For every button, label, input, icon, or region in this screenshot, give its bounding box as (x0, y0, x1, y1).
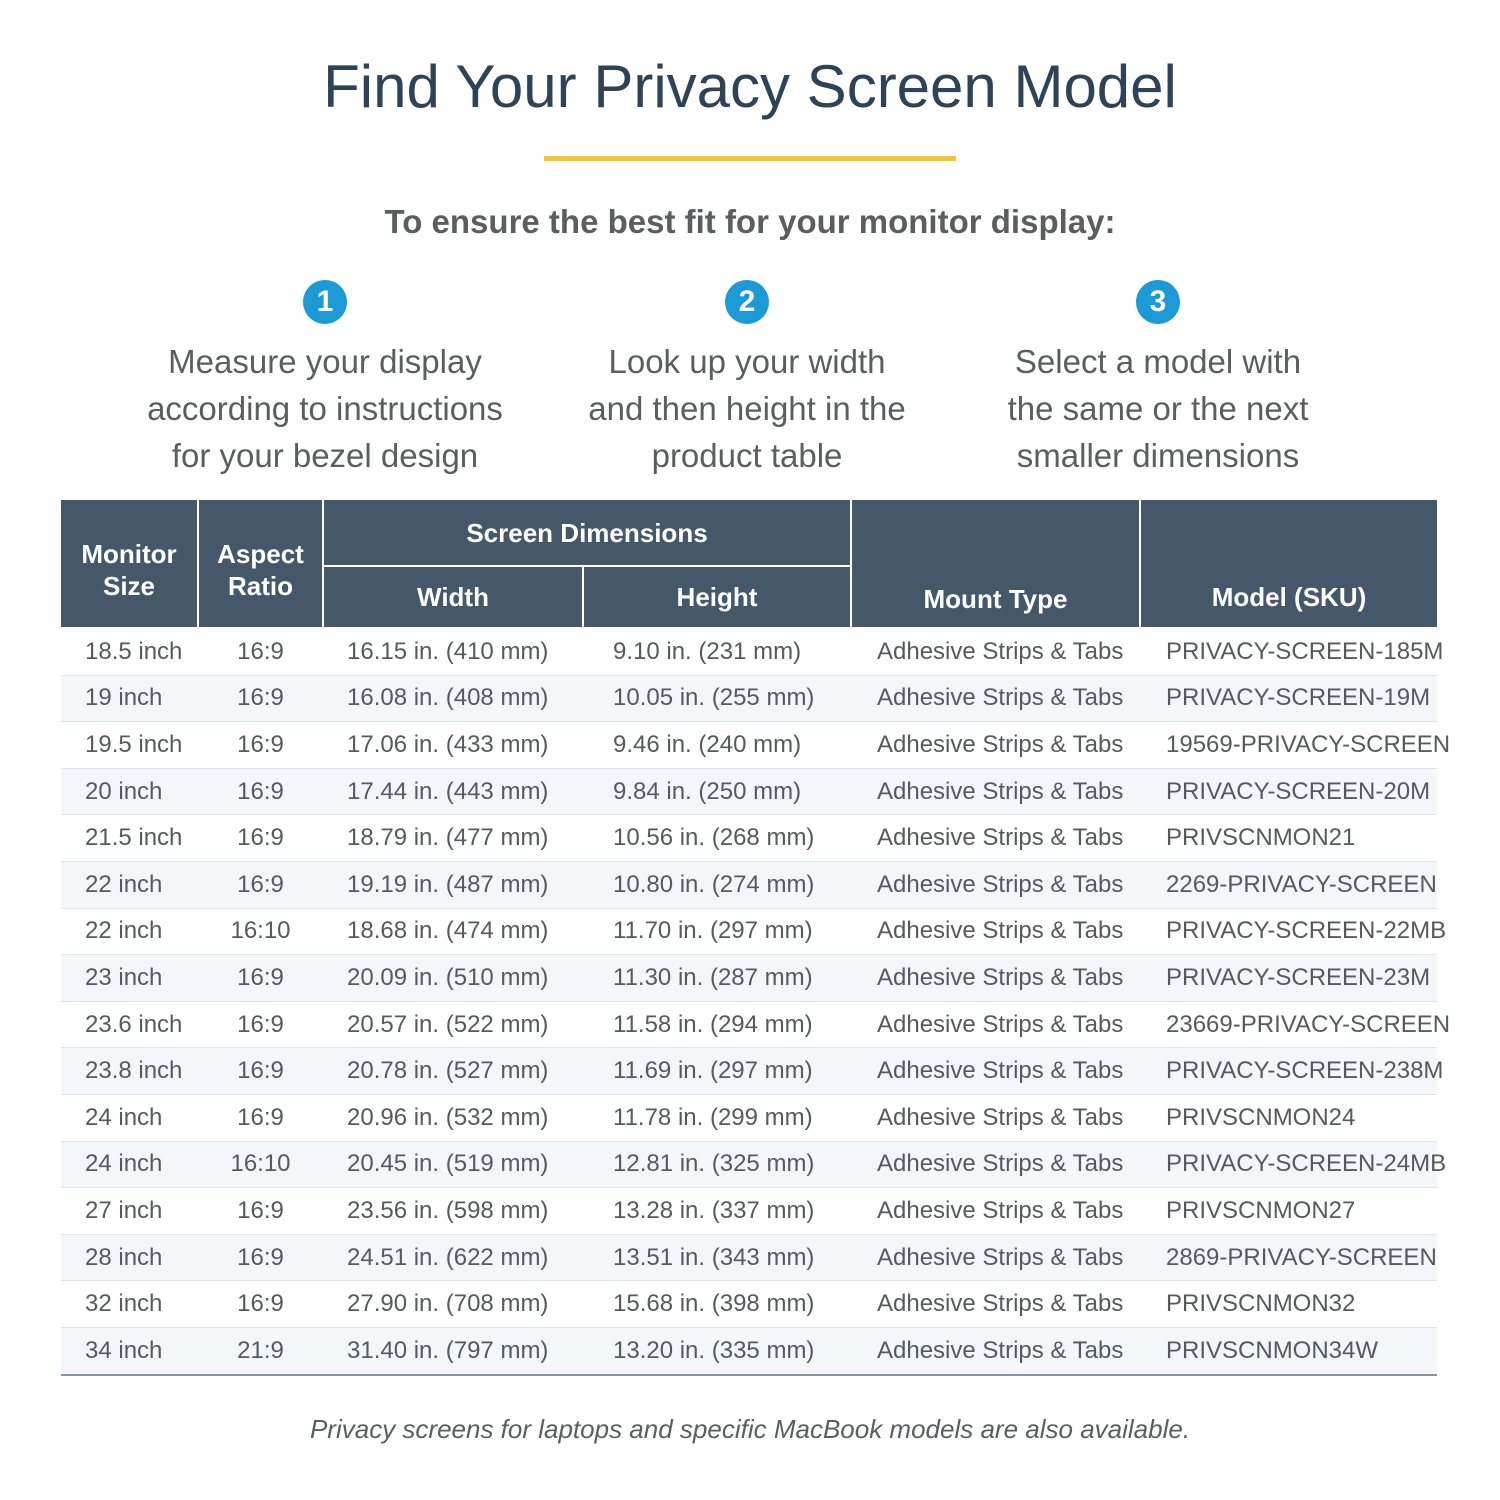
cell-width: 20.57 in. (522 mm) (323, 1001, 583, 1048)
table-row (61, 815, 1437, 862)
cell-width: 17.06 in. (433 mm) (323, 722, 583, 769)
cell-aspect-ratio: 16:9 (198, 768, 323, 815)
cell-height: 9.46 in. (240 mm) (583, 722, 851, 769)
cell-height: 13.51 in. (343 mm) (583, 1234, 851, 1281)
table-row (61, 675, 1437, 722)
cell-model-sku: PRIVACY-SCREEN-23M (1140, 955, 1437, 1002)
step-2 (537, 280, 957, 479)
page-subtitle: To ensure the best fit for your monitor display: (384, 203, 1116, 240)
cell-height: 9.10 in. (231 mm) (583, 628, 851, 675)
cell-monitor-size: 22 inch (61, 861, 198, 908)
cell-width: 20.45 in. (519 mm) (323, 1141, 583, 1188)
cell-height: 10.56 in. (268 mm) (583, 815, 851, 862)
header-height: Height (583, 566, 851, 628)
cell-height: 9.84 in. (250 mm) (583, 768, 851, 815)
cell-width: 17.44 in. (443 mm) (323, 768, 583, 815)
table-row (61, 861, 1437, 908)
cell-mount-type: Adhesive Strips & Tabs (851, 1094, 1140, 1141)
cell-height: 15.68 in. (398 mm) (583, 1281, 851, 1328)
cell-aspect-ratio: 16:9 (198, 675, 323, 722)
cell-aspect-ratio: 16:9 (198, 815, 323, 862)
cell-mount-type: Adhesive Strips & Tabs (851, 1281, 1140, 1328)
cell-height: 13.20 in. (335 mm) (583, 1327, 851, 1374)
cell-model-sku: PRIVACY-SCREEN-238M (1140, 1048, 1437, 1095)
cell-monitor-size: 19.5 inch (61, 722, 198, 769)
cell-mount-type: Adhesive Strips & Tabs (851, 1001, 1140, 1048)
cell-monitor-size: 21.5 inch (61, 815, 198, 862)
cell-aspect-ratio: 16:9 (198, 628, 323, 675)
cell-width: 18.68 in. (474 mm) (323, 908, 583, 955)
cell-width: 23.56 in. (598 mm) (323, 1188, 583, 1235)
cell-width: 18.79 in. (477 mm) (323, 815, 583, 862)
cell-aspect-ratio: 16:9 (198, 1048, 323, 1095)
cell-mount-type: Adhesive Strips & Tabs (851, 1327, 1140, 1374)
cell-height: 12.81 in. (325 mm) (583, 1141, 851, 1188)
step-1 (115, 280, 535, 479)
cell-model-sku: 19569-PRIVACY-SCREEN (1140, 722, 1437, 769)
footnote: Privacy screens for laptops and specific MacBook models are also available. (309, 1414, 1191, 1444)
model-table-body (61, 628, 1451, 1375)
table-row (61, 955, 1437, 1002)
cell-mount-type: Adhesive Strips & Tabs (851, 628, 1140, 675)
cell-width: 24.51 in. (622 mm) (323, 1234, 583, 1281)
page-title: Find Your Privacy Screen Model (323, 53, 1177, 120)
table-row (61, 628, 1437, 675)
cell-model-sku: PRIVSCNMON27 (1140, 1188, 1437, 1235)
cell-monitor-size: 22 inch (61, 908, 198, 955)
cell-mount-type: Adhesive Strips & Tabs (851, 1188, 1140, 1235)
cell-aspect-ratio: 21:9 (198, 1327, 323, 1374)
cell-mount-type: Adhesive Strips & Tabs (851, 768, 1140, 815)
cell-mount-type: Adhesive Strips & Tabs (851, 955, 1140, 1002)
cell-model-sku: 23669-PRIVACY-SCREEN (1140, 1001, 1437, 1048)
step-text: Measure your display according to instructions for your bezel design (147, 343, 503, 474)
cell-height: 13.28 in. (337 mm) (583, 1188, 851, 1235)
cell-monitor-size: 20 inch (61, 768, 198, 815)
cell-model-sku: PRIVACY-SCREEN-24MB (1140, 1141, 1437, 1188)
table-row (61, 1327, 1437, 1374)
cell-mount-type: Adhesive Strips & Tabs (851, 722, 1140, 769)
table-row (61, 768, 1437, 815)
cell-height: 11.69 in. (297 mm) (583, 1048, 851, 1095)
header-aspect-ratio: Aspect Ratio (198, 500, 323, 628)
cell-model-sku: PRIVACY-SCREEN-22MB (1140, 908, 1437, 955)
cell-aspect-ratio: 16:9 (198, 1001, 323, 1048)
cell-aspect-ratio: 16:9 (198, 955, 323, 1002)
cell-height: 11.30 in. (287 mm) (583, 955, 851, 1002)
step-3 (948, 280, 1368, 479)
cell-width: 20.09 in. (510 mm) (323, 955, 583, 1002)
cell-monitor-size: 24 inch (61, 1141, 198, 1188)
table-row (61, 1048, 1437, 1095)
cell-height: 11.70 in. (297 mm) (583, 908, 851, 955)
step-number-badge: 2 (725, 280, 769, 324)
cell-width: 27.90 in. (708 mm) (323, 1281, 583, 1328)
cell-monitor-size: 23 inch (61, 955, 198, 1002)
cell-mount-type: Adhesive Strips & Tabs (851, 861, 1140, 908)
model-table (61, 500, 1451, 1376)
step-text: Look up your width and then height in the product table (588, 343, 906, 474)
cell-monitor-size: 23.6 inch (61, 1001, 198, 1048)
table-row (61, 1281, 1437, 1328)
cell-height: 11.78 in. (299 mm) (583, 1094, 851, 1141)
table-row (61, 908, 1437, 955)
table-row (61, 1234, 1437, 1281)
cell-aspect-ratio: 16:9 (198, 1094, 323, 1141)
steps (0, 280, 1500, 480)
cell-height: 10.05 in. (255 mm) (583, 675, 851, 722)
cell-mount-type: Adhesive Strips & Tabs (851, 908, 1140, 955)
header-model-sku: Model (SKU) (1140, 500, 1437, 628)
table-row (61, 722, 1437, 769)
cell-monitor-size: 34 inch (61, 1327, 198, 1374)
cell-mount-type: Adhesive Strips & Tabs (851, 675, 1140, 722)
table-row (61, 1188, 1437, 1235)
cell-monitor-size: 24 inch (61, 1094, 198, 1141)
cell-aspect-ratio: 16:10 (198, 908, 323, 955)
cell-monitor-size: 27 inch (61, 1188, 198, 1235)
cell-mount-type: Adhesive Strips & Tabs (851, 815, 1140, 862)
header-width: Width (323, 566, 583, 628)
cell-aspect-ratio: 16:9 (198, 861, 323, 908)
header-screen-dimensions: Screen Dimensions (323, 500, 851, 566)
cell-aspect-ratio: 16:9 (198, 1234, 323, 1281)
step-number-badge: 3 (1136, 280, 1180, 324)
title-underline (544, 156, 956, 161)
cell-aspect-ratio: 16:9 (198, 1188, 323, 1235)
cell-monitor-size: 18.5 inch (61, 628, 198, 675)
cell-mount-type: Adhesive Strips & Tabs (851, 1234, 1140, 1281)
cell-monitor-size: 32 inch (61, 1281, 198, 1328)
cell-model-sku: PRIVSCNMON24 (1140, 1094, 1437, 1141)
cell-aspect-ratio: 16:9 (198, 722, 323, 769)
cell-model-sku: PRIVACY-SCREEN-185M (1140, 628, 1437, 675)
cell-width: 20.96 in. (532 mm) (323, 1094, 583, 1141)
cell-model-sku: PRIVSCNMON34W (1140, 1327, 1437, 1374)
cell-width: 20.78 in. (527 mm) (323, 1048, 583, 1095)
header-monitor-size: Monitor Size (61, 500, 198, 628)
cell-model-sku: PRIVACY-SCREEN-19M (1140, 675, 1437, 722)
table-row (61, 1094, 1437, 1141)
cell-aspect-ratio: 16:9 (198, 1281, 323, 1328)
cell-model-sku: PRIVSCNMON21 (1140, 815, 1437, 862)
step-number-badge: 1 (303, 280, 347, 324)
cell-width: 31.40 in. (797 mm) (323, 1327, 583, 1374)
cell-width: 19.19 in. (487 mm) (323, 861, 583, 908)
cell-mount-type: Adhesive Strips & Tabs (851, 1141, 1140, 1188)
cell-model-sku: PRIVSCNMON32 (1140, 1281, 1437, 1328)
cell-aspect-ratio: 16:10 (198, 1141, 323, 1188)
cell-monitor-size: 19 inch (61, 675, 198, 722)
cell-model-sku: 2869-PRIVACY-SCREEN (1140, 1234, 1437, 1281)
step-text: Select a model with the same or the next smaller dimensions (1007, 343, 1309, 474)
header-mount-type: Mount Type (851, 500, 1140, 628)
cell-monitor-size: 23.8 inch (61, 1048, 198, 1095)
cell-height: 11.58 in. (294 mm) (583, 1001, 851, 1048)
table-row (61, 1141, 1437, 1188)
cell-model-sku: 2269-PRIVACY-SCREEN (1140, 861, 1437, 908)
cell-width: 16.08 in. (408 mm) (323, 675, 583, 722)
cell-monitor-size: 28 inch (61, 1234, 198, 1281)
cell-width: 16.15 in. (410 mm) (323, 628, 583, 675)
table-row (61, 1001, 1437, 1048)
cell-model-sku: PRIVACY-SCREEN-20M (1140, 768, 1437, 815)
cell-mount-type: Adhesive Strips & Tabs (851, 1048, 1140, 1095)
cell-height: 10.80 in. (274 mm) (583, 861, 851, 908)
